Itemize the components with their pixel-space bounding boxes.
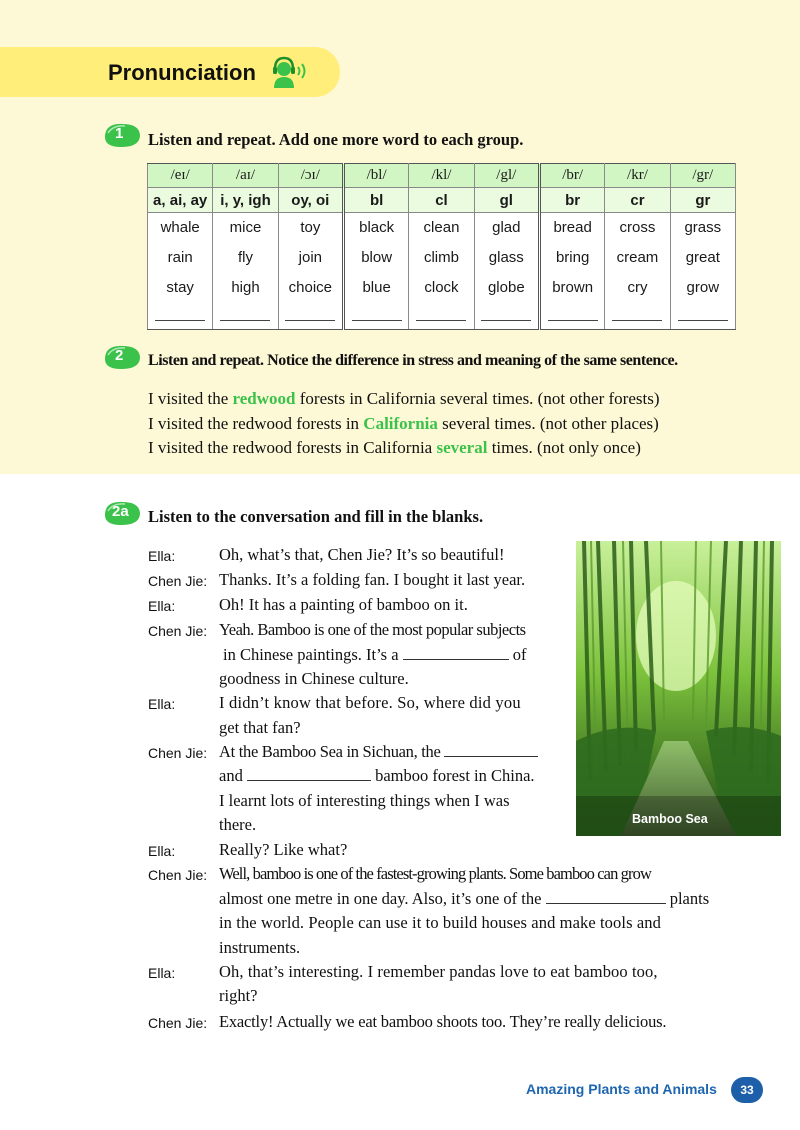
dialogue-line: Yeah. Bamboo is one of the most popular subjects [219,620,526,639]
word-cell: glad [474,213,539,243]
headset-icon [268,56,310,90]
spelling-cell: i, y, igh [213,188,278,213]
unit-title: Amazing Plants and Animals [526,1081,717,1097]
word-row [148,243,736,273]
spelling-cell: cl [409,188,474,213]
dialogue-line: I learnt lots of interesting things when I was [219,791,510,810]
ipa-cell: /ɔɪ/ [278,164,343,188]
word-cell: cry [605,273,670,303]
word-cell: great [670,243,735,273]
dialogue-line: right? [219,986,258,1005]
answer-blank[interactable] [670,303,735,330]
dialogue-line: and bamboo forest in China. [219,766,535,785]
exercise-1-badge [103,121,139,147]
answer-blank[interactable] [474,303,539,330]
ipa-cell: /kl/ [409,164,474,188]
spelling-cell: gr [670,188,735,213]
dialogue-line: Oh! It has a painting of bamboo on it. [219,595,468,614]
ipa-cell: /br/ [539,164,604,188]
spelling-header-row [148,188,736,213]
word-cell: stay [148,273,213,303]
exercise-2a-badge [103,499,139,525]
speaker-label: Ella: [148,548,176,564]
word-cell: brown [539,273,604,303]
dialogue-line: in the world. People can use it to build houses and make tools and [219,913,661,932]
ipa-cell: /bl/ [343,164,408,188]
speaker-label: Ella: [148,696,176,712]
word-cell: high [213,273,278,303]
speaker-label: Chen Jie: [148,745,208,761]
spelling-cell: oy, oi [278,188,343,213]
stress-sentence-1: I visited the redwood forests in California several times. (not other forests) [148,389,660,408]
speaker-label: Chen Jie: [148,1015,208,1031]
phonics-table [147,163,736,330]
word-cell: clock [409,273,474,303]
word-cell: choice [278,273,343,303]
ipa-cell: /gl/ [474,164,539,188]
dialogue-line: Oh, that’s interesting. I remember pandas love to eat bamboo too, [219,962,658,981]
section-title: Pronunciation [108,60,256,85]
spelling-cell: gl [474,188,539,213]
word-cell: join [278,243,343,273]
answer-row [148,303,736,330]
answer-blank[interactable] [605,303,670,330]
word-cell: mice [213,213,278,243]
word-cell: whale [148,213,213,243]
spelling-cell: br [539,188,604,213]
exercise-2a-instruction: Listen to the conversation and fill in the blanks. [148,507,484,526]
dialogue-line: almost one metre in one day. Also, it’s one of the plants [219,889,710,908]
ipa-cell: /aɪ/ [213,164,278,188]
answer-blank[interactable] [278,303,343,330]
page-number: 33 [731,1077,763,1103]
word-row [148,213,736,243]
dialogue-line: Well, bamboo is one of the fastest-growing plants. Some bamboo can grow [219,864,651,883]
speaker-label: Chen Jie: [148,573,208,589]
dialogue-line: Thanks. It’s a folding fan. I bought it last year. [219,570,526,589]
word-cell: glass [474,243,539,273]
speaker-label: Chen Jie: [148,623,208,639]
word-cell: bread [539,213,604,243]
spelling-cell: a, ai, ay [148,188,213,213]
answer-blank[interactable] [213,303,278,330]
speaker-label: Chen Jie: [148,867,208,883]
dialogue-line: goodness in Chinese culture. [219,669,409,688]
word-cell: fly [213,243,278,273]
speaker-label: Ella: [148,843,176,859]
word-cell: toy [278,213,343,243]
word-cell: blow [343,243,408,273]
word-cell: bring [539,243,604,273]
answer-blank[interactable] [409,303,474,330]
stress-sentence-2: I visited the redwood forests in California several times. (not other places) [148,414,659,433]
fill-blank[interactable] [403,646,509,660]
spelling-cell: bl [343,188,408,213]
ipa-header-row [148,164,736,188]
fill-blank[interactable] [546,890,666,904]
word-cell: grass [670,213,735,243]
exercise-1-instruction: Listen and repeat. Add one more word to each group. [148,130,524,149]
ipa-cell: /eɪ/ [148,164,213,188]
word-cell: black [343,213,408,243]
exercise-2-instruction: Listen and repeat. Notice the difference in stress and meaning of the same sentence. [148,352,678,369]
exercise-1-number: 1 [115,125,124,142]
speaker-label: Ella: [148,965,176,981]
word-cell: grow [670,273,735,303]
exercise-2a-number: 2a [112,503,129,520]
answer-blank[interactable] [148,303,213,330]
spelling-cell: cr [605,188,670,213]
answer-blank[interactable] [539,303,604,330]
word-cell: climb [409,243,474,273]
fill-blank[interactable] [444,743,538,757]
dialogue-line: I didn’t know that before. So, where did you [219,693,521,712]
dialogue-line: At the Bamboo Sea in Sichuan, the [219,742,538,762]
photo-caption: Bamboo Sea [632,812,708,826]
dialogue-line: Oh, what’s that, Chen Jie? It’s so beautiful! [219,545,505,564]
speaker-label: Ella: [148,598,176,614]
word-cell: cross [605,213,670,243]
bamboo-sea-photo [576,541,781,836]
answer-blank[interactable] [343,303,408,330]
word-cell: blue [343,273,408,303]
dialogue-line: instruments. [219,938,301,957]
word-cell: globe [474,273,539,303]
dialogue-line: get that fan? [219,718,301,737]
ipa-cell: /kr/ [605,164,670,188]
dialogue-line: Really? Like what? [219,840,348,859]
word-row [148,273,736,303]
stress-sentence-3: I visited the redwood forests in California several times. (not only once) [148,438,641,457]
word-cell: clean [409,213,474,243]
exercise-2-badge [103,343,139,369]
word-cell: cream [605,243,670,273]
exercise-2-number: 2 [115,347,124,364]
word-cell: rain [148,243,213,273]
ipa-cell: /gr/ [670,164,735,188]
dialogue-line: Exactly! Actually we eat bamboo shoots too. They’re really delicious. [219,1012,667,1031]
dialogue-line: there. [219,815,257,834]
dialogue-line: in Chinese paintings. It’s a of [223,645,527,664]
fill-blank[interactable] [247,767,371,781]
